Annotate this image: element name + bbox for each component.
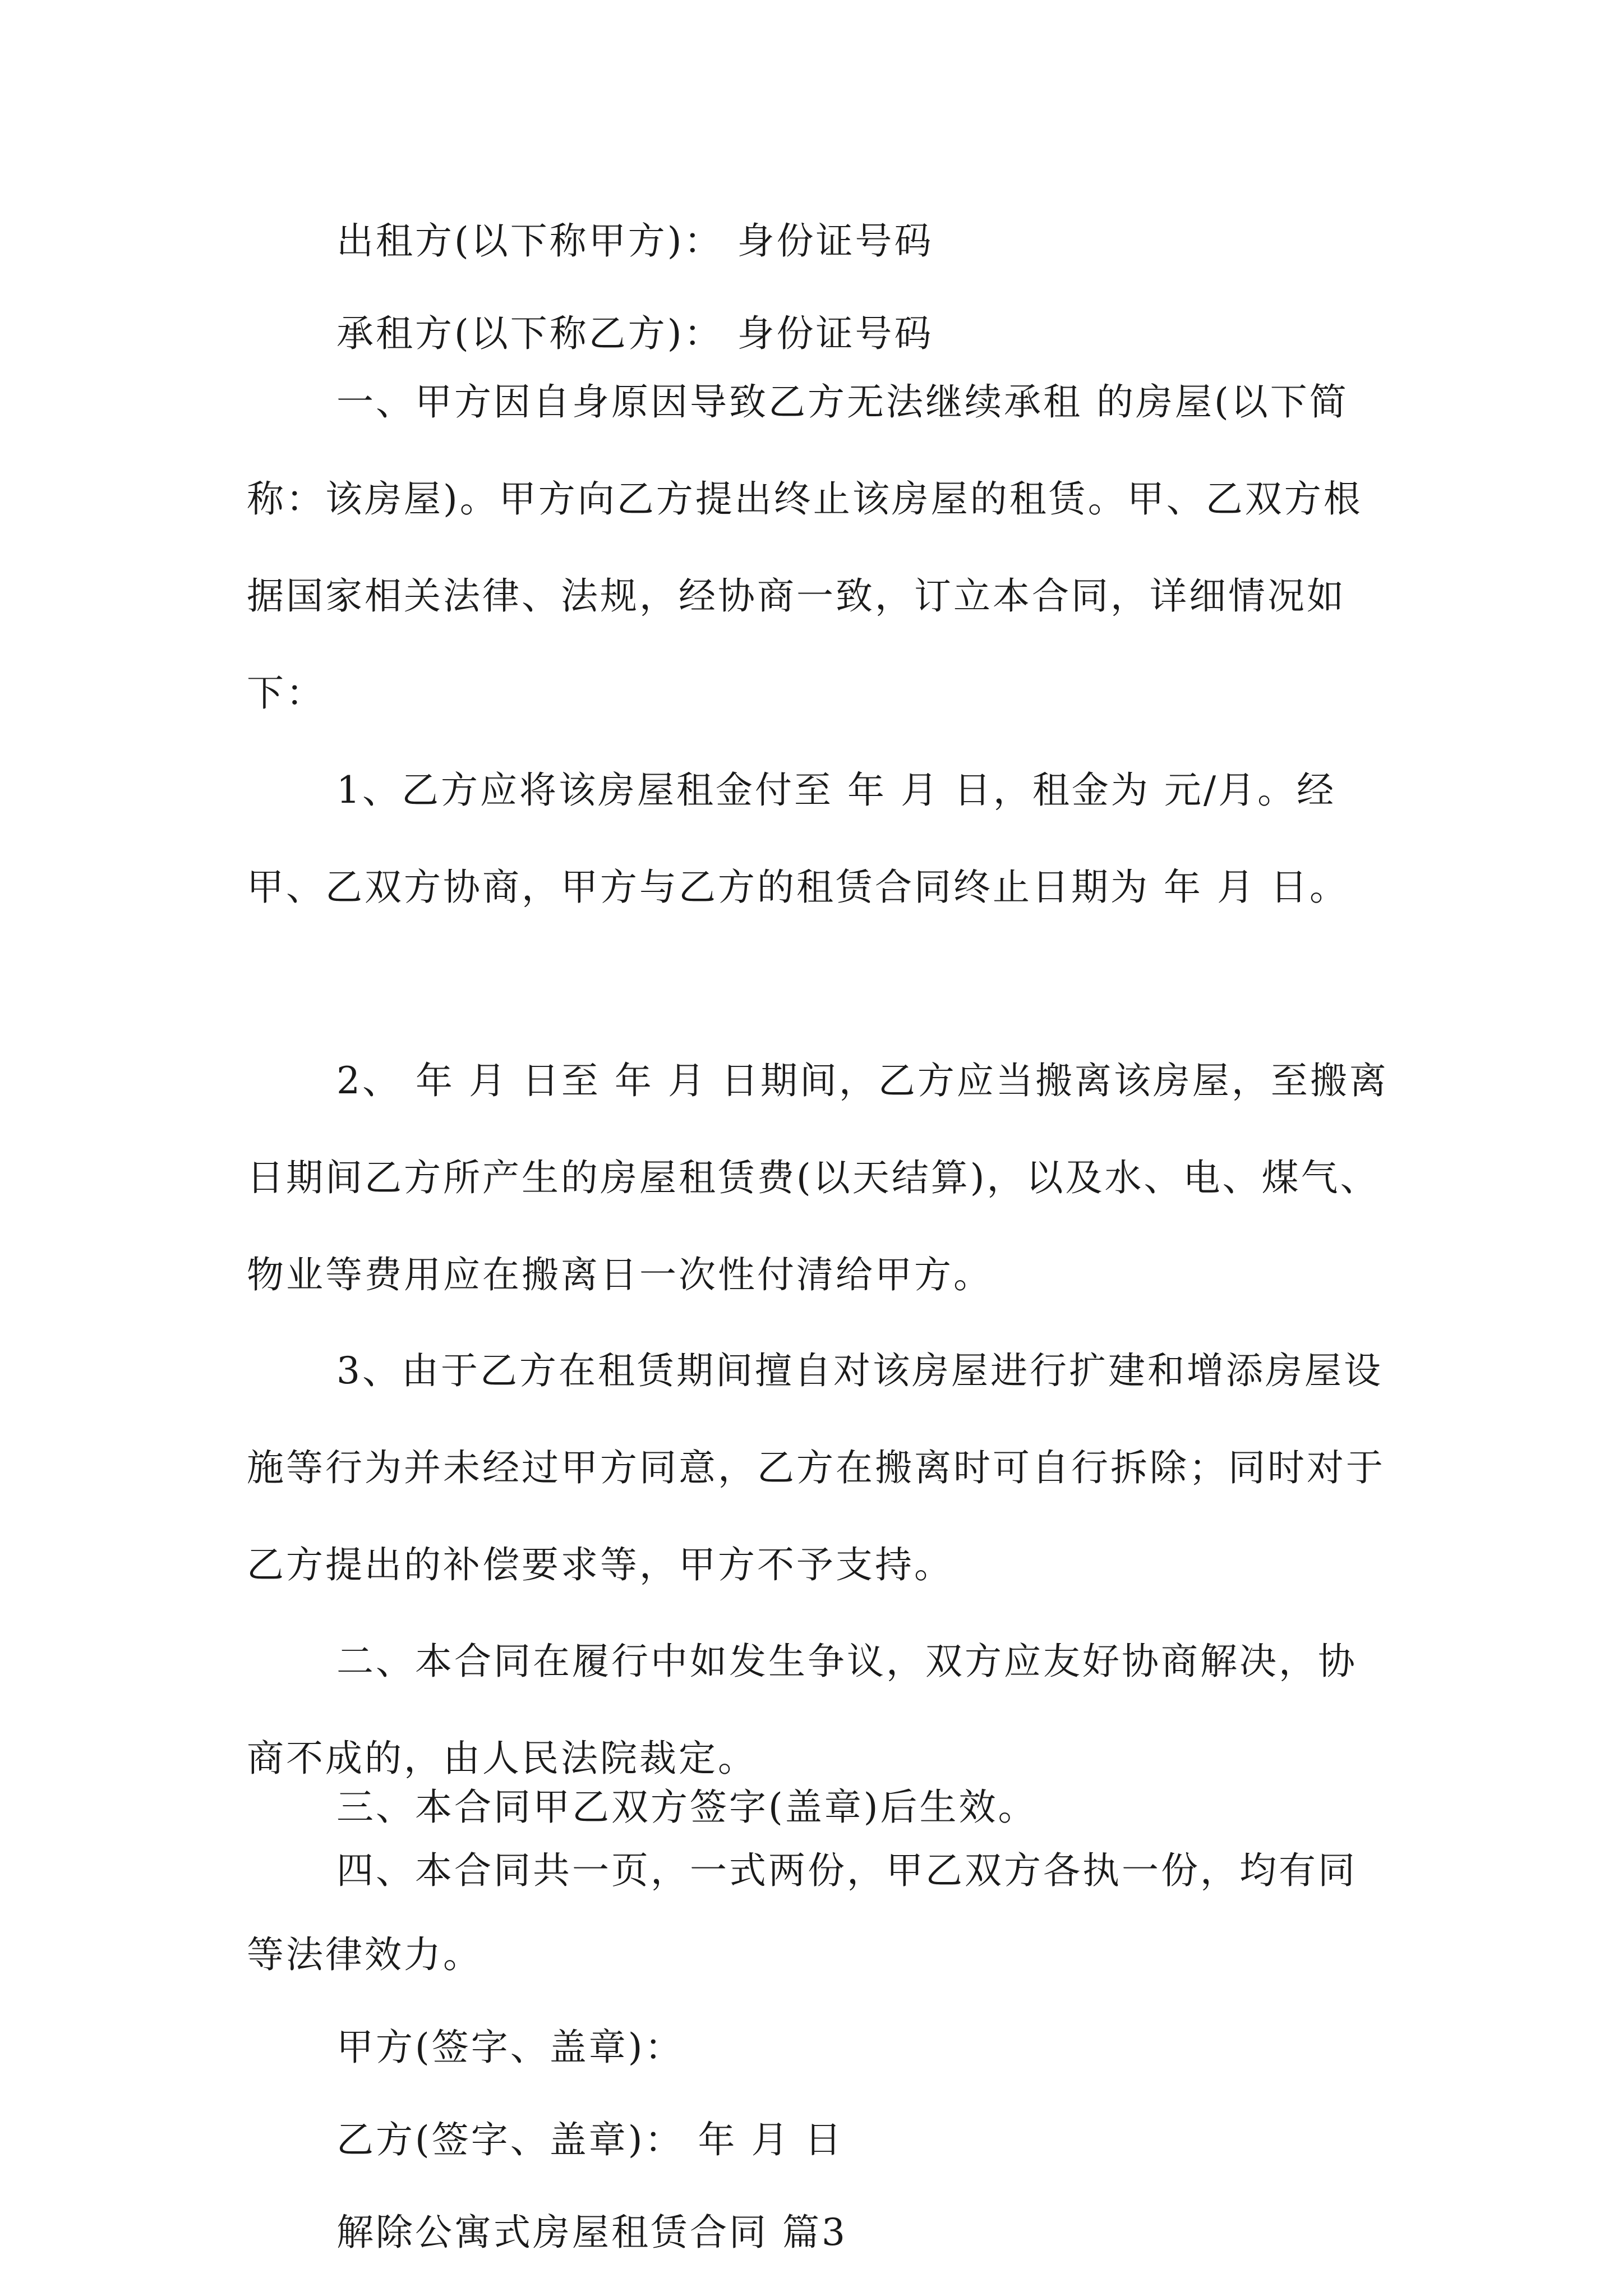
item-1: 1、乙方应将该房屋租金付至 年 月 日，租金为 元/月。经甲、乙双方协商，甲方与乙方的租赁合同终止日期为 年 月 日。: [247, 769, 1349, 909]
item-3: 3、由于乙方在租赁期间擅自对该房屋进行扩建和增添房屋设施等行为并未经过甲方同意，乙方在搬离时可自行拆除；同时对于乙方提出的补偿要求等，甲方不予支持。: [247, 1349, 1385, 1586]
clause-3: 三、本合同甲乙双方签字(盖章)后生效。: [336, 1786, 1038, 1829]
clause-4: 四、本合同共一页，一式两份，甲乙双方各执一份，均有同等法律效力。: [247, 1849, 1357, 1976]
lessor-line: 出租方(以下称甲方)： 身份证号码: [336, 219, 934, 263]
clause-2: 二、本合同在履行中如发生争议，双方应友好协商解决，协商不成的，由人民法院裁定。: [247, 1640, 1357, 1780]
sign-party-a: 甲方(签字、盖章)：: [336, 2026, 684, 2069]
clause-1: 一、甲方因自身原因导致乙方无法继续承租 的房屋(以下简称：该房屋)。甲方向乙方提出终止该房屋的租赁。甲、乙双方根据国家相关法律、法规，经协商一致，订立本合同，详细情况如下：: [247, 380, 1363, 715]
lessee-line: 承租方(以下称乙方)： 身份证号码: [336, 312, 934, 355]
sign-party-b: 乙方(签字、盖章)： 年 月 日: [336, 2118, 844, 2161]
item-2: 2、 年 月 日至 年 月 日期间，乙方应当搬离该房屋，至搬离日期间乙方所产生的房屋租赁费(以天结算)，以及水、电、煤气、物业等费用应在搬离日一次性付清给甲方。: [247, 1059, 1389, 1296]
section-title: 解除公寓式房屋租赁合同 篇3: [336, 2211, 847, 2254]
